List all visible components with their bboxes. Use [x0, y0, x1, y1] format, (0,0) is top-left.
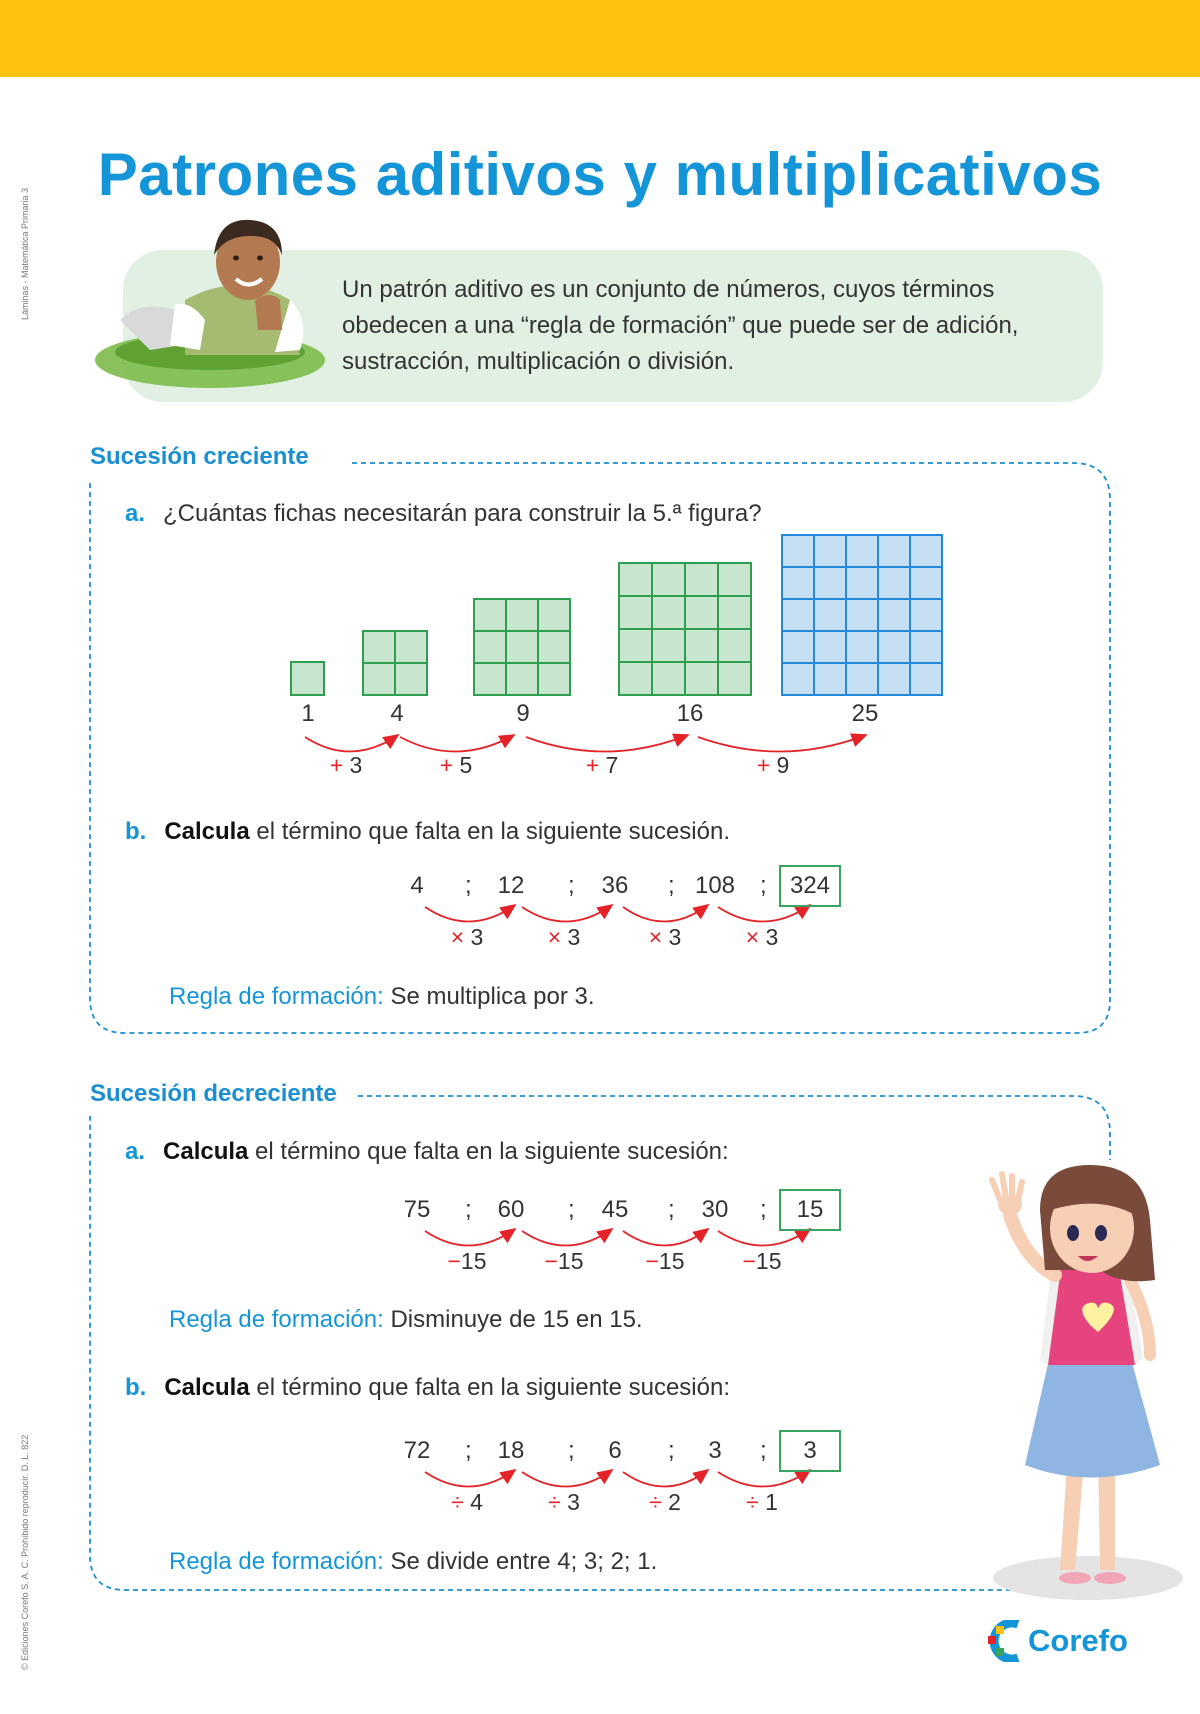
op-1a-1: + 3 — [329, 752, 363, 778]
tile — [846, 567, 878, 599]
tile — [782, 567, 814, 599]
seq-2a-arrow-4 — [718, 1229, 810, 1246]
rule-1b-text: Se multiplica por 3. — [383, 983, 595, 1010]
rule-2b — [169, 1548, 657, 1576]
tile — [685, 596, 718, 629]
seq-2b-arrow-2 — [522, 1470, 612, 1487]
question-1b-text: el término que falta en la siguiente sucesión. — [249, 818, 730, 845]
seq-2b-separator: ; — [668, 1437, 675, 1464]
figure-value-2: 4 — [390, 700, 404, 727]
tile — [878, 663, 910, 695]
seq-1b-op-2: × 3 — [547, 924, 581, 950]
tile — [814, 535, 846, 567]
tile — [814, 663, 846, 695]
page-title: Patrones aditivos y multiplicativos — [97, 141, 1103, 208]
seq-1b-separator: ; — [465, 872, 472, 899]
op-1a-2: + 5 — [439, 752, 473, 778]
section-title-increasing: Sucesión creciente — [90, 443, 309, 470]
seq-2b-op-3: ÷ 2 — [649, 1489, 681, 1515]
question-1a-text: ¿Cuántas fichas necesitarán para construir la 5.ª figura? — [163, 500, 762, 527]
tile — [506, 631, 538, 663]
seq-2a-separator: ; — [465, 1196, 472, 1223]
question-1b — [125, 818, 730, 846]
tile — [652, 596, 685, 629]
minus-sign: − — [645, 1248, 659, 1274]
question-2a-bold: Calcula — [163, 1138, 249, 1165]
seq-2b-arrow-3 — [623, 1470, 708, 1487]
question-2b-bold: Calcula — [164, 1374, 250, 1401]
tile — [652, 563, 685, 596]
arrow-1a-2 — [400, 735, 514, 752]
seq-1b-arrow-2 — [522, 905, 612, 922]
seq-1b-arrow-4 — [718, 905, 810, 922]
seq-2b-separator: ; — [465, 1437, 472, 1464]
seq-1b-term-2: 12 — [497, 872, 525, 899]
seq-2a-term-1: 75 — [403, 1196, 431, 1223]
arrow-1a-3 — [526, 735, 688, 752]
tile — [474, 599, 506, 631]
seq-1b-arrow-1 — [425, 905, 515, 922]
tile — [718, 596, 751, 629]
times-sign: × — [547, 924, 562, 950]
times-sign: × — [648, 924, 663, 950]
seq-2a-op-2: −15 — [544, 1248, 584, 1274]
tile — [652, 662, 685, 695]
tile — [782, 535, 814, 567]
plus-sign: + — [585, 752, 600, 778]
seq-1b-term-1: 4 — [410, 872, 424, 899]
corefo-logo-icon — [988, 1620, 1024, 1662]
seq-2b-term-3: 6 — [608, 1437, 622, 1464]
tile — [619, 629, 652, 662]
tile — [782, 599, 814, 631]
tile-figure-4 — [619, 563, 751, 695]
tile — [718, 563, 751, 596]
rule-2a-label: Regla de formación: — [169, 1306, 384, 1333]
rule-2a-text: Disminuye de 15 en 15. — [383, 1306, 643, 1333]
question-2a-text: el término que falta en la siguiente sucesión: — [248, 1138, 729, 1165]
seq-2b-term-2: 18 — [497, 1437, 525, 1464]
divide-sign: ÷ — [746, 1489, 759, 1515]
seq-2a-op-1: −15 — [447, 1248, 487, 1274]
tile — [506, 663, 538, 695]
tile — [685, 563, 718, 596]
side-caption-bottom-text: © Ediciones Corefo S. A. C. Prohibido reproducir. D. L. 822 — [20, 1434, 30, 1670]
intro-text: Un patrón aditivo es un conjunto de números, cuyos términos obedecen a una “regla de formación” que puede ser de adición, sustracción, multiplicación o división. — [342, 276, 1019, 375]
question-2b — [125, 1374, 730, 1402]
tile — [878, 567, 910, 599]
tile — [291, 662, 324, 695]
section-title-decreasing: Sucesión decreciente — [90, 1080, 337, 1107]
seq-2a-arrow-3 — [623, 1229, 708, 1246]
figure-value-1: 1 — [301, 700, 315, 727]
rule-2b-text: Se divide entre 4; 3; 2; 1. — [383, 1548, 658, 1575]
corefo-logo-text: Corefo — [1028, 1623, 1128, 1658]
tile — [846, 631, 878, 663]
seq-1b-op-4: × 3 — [745, 924, 779, 950]
seq-2b-term-4: 3 — [708, 1437, 722, 1464]
seq-2a-term-2: 60 — [497, 1196, 525, 1223]
figure-value-5: 25 — [851, 700, 879, 727]
tile — [910, 631, 942, 663]
plus-sign: + — [439, 752, 454, 778]
tile-figure-2 — [363, 631, 427, 695]
seq-2b-separator: ; — [568, 1437, 575, 1464]
seq-2b-op-2: ÷ 3 — [548, 1489, 580, 1515]
op-1a-3: + 7 — [585, 752, 619, 778]
seq-1b-term-3: 36 — [601, 872, 629, 899]
tile — [619, 662, 652, 695]
seq-2b-arrow-1 — [425, 1470, 515, 1487]
tile-figure-3 — [474, 599, 570, 695]
seq-2a-term-3: 45 — [601, 1196, 629, 1223]
tile — [846, 535, 878, 567]
minus-sign: − — [544, 1248, 558, 1274]
minus-sign: − — [447, 1248, 461, 1274]
tile — [718, 662, 751, 695]
tile — [538, 631, 570, 663]
tile — [363, 631, 395, 663]
seq-2a-arrow-2 — [522, 1229, 612, 1246]
tile — [846, 599, 878, 631]
rule-1b-label: Regla de formación: — [169, 983, 384, 1010]
seq-2a-separator: ; — [568, 1196, 575, 1223]
tile — [910, 567, 942, 599]
rule-2b-label: Regla de formación: — [169, 1548, 384, 1575]
tile — [814, 599, 846, 631]
tile — [846, 663, 878, 695]
seq-2b-term-1: 72 — [403, 1437, 431, 1464]
tile — [910, 535, 942, 567]
tile — [910, 599, 942, 631]
question-1a-letter: a. — [125, 500, 146, 527]
question-1b-bold: Calcula — [164, 818, 250, 845]
tile — [395, 663, 427, 695]
times-sign: × — [745, 924, 760, 950]
question-2a-letter: a. — [125, 1138, 146, 1165]
seq-2b-op-4: ÷ 1 — [746, 1489, 778, 1515]
minus-sign: − — [742, 1248, 756, 1274]
seq-2a-op-4: −15 — [742, 1248, 782, 1274]
seq-1b-op-3: × 3 — [648, 924, 682, 950]
seq-2b-separator: ; — [760, 1437, 767, 1464]
divide-sign: ÷ — [649, 1489, 662, 1515]
arrow-1a-4 — [698, 735, 866, 752]
tile — [878, 535, 910, 567]
tile — [538, 663, 570, 695]
question-2b-text: el término que falta en la siguiente sucesión: — [249, 1374, 730, 1401]
section1-dashed-frame — [90, 463, 1110, 1033]
seq-2a-op-3: −15 — [645, 1248, 685, 1274]
seq-2b-op-1: ÷ 4 — [451, 1489, 483, 1515]
figure-value-4: 16 — [676, 700, 704, 727]
rule-2a — [169, 1306, 643, 1334]
seq-2b-answer-box: 3 — [779, 1430, 841, 1472]
tile — [474, 631, 506, 663]
tile — [506, 599, 538, 631]
seq-2a-term-4: 30 — [701, 1196, 729, 1223]
op-1a-4: + 9 — [756, 752, 790, 778]
tile — [363, 663, 395, 695]
tile-figure-1 — [291, 662, 324, 695]
times-sign: × — [450, 924, 465, 950]
seq-1b-separator: ; — [668, 872, 675, 899]
tile — [685, 662, 718, 695]
seq-2a-arrow-1 — [425, 1229, 515, 1246]
tile-figure-5 — [782, 535, 942, 695]
plus-sign: + — [329, 752, 344, 778]
divide-sign: ÷ — [548, 1489, 561, 1515]
seq-1b-arrow-3 — [623, 905, 708, 922]
tile — [685, 629, 718, 662]
arrow-1a-1 — [305, 735, 398, 752]
section2-dashed-frame-bottom — [90, 1115, 1020, 1590]
seq-1b-answer-box: 324 — [779, 865, 841, 907]
tile — [910, 663, 942, 695]
seq-1b-separator: ; — [760, 872, 767, 899]
tile — [619, 563, 652, 596]
tile — [652, 629, 685, 662]
figure-value-3: 9 — [516, 700, 530, 727]
tile — [782, 663, 814, 695]
plus-sign: + — [756, 752, 771, 778]
tile — [782, 631, 814, 663]
tile — [878, 631, 910, 663]
rule-1b — [169, 983, 595, 1011]
seq-1b-op-1: × 3 — [450, 924, 484, 950]
seq-2a-separator: ; — [668, 1196, 675, 1223]
side-caption-top-text: Láminas - Matemática Primaria 3 — [20, 187, 30, 320]
seq-1b-term-4: 108 — [694, 872, 736, 899]
tile — [619, 596, 652, 629]
seq-2a-separator: ; — [760, 1196, 767, 1223]
tile — [474, 663, 506, 695]
seq-1b-separator: ; — [568, 872, 575, 899]
question-2a — [125, 1138, 729, 1166]
tile — [538, 599, 570, 631]
tile — [878, 599, 910, 631]
question-2b-letter: b. — [125, 1374, 147, 1401]
seq-2b-arrow-4 — [718, 1470, 810, 1487]
tile — [814, 631, 846, 663]
question-1b-letter: b. — [125, 818, 147, 845]
seq-2a-answer-box: 15 — [779, 1189, 841, 1231]
divide-sign: ÷ — [451, 1489, 464, 1515]
tile — [718, 629, 751, 662]
tile — [395, 631, 427, 663]
tile — [814, 567, 846, 599]
